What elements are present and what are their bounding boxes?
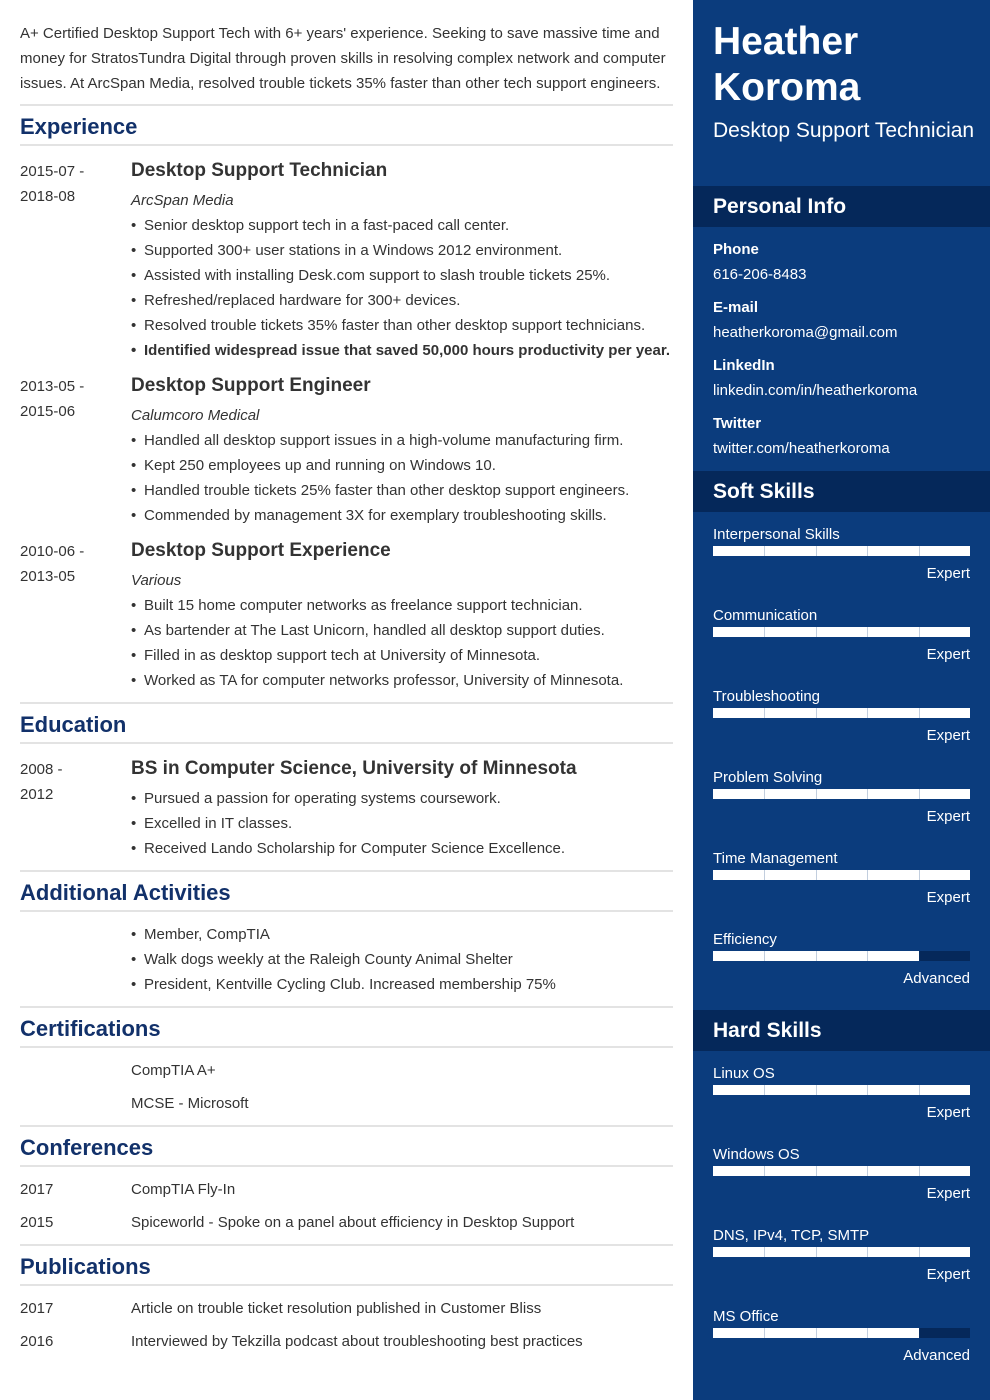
date-end: 2015-06 — [20, 403, 76, 420]
bar-segment-divider — [919, 789, 920, 799]
job-title: Desktop Support Engineer — [131, 375, 371, 396]
linkedin-label: LinkedIn — [713, 357, 775, 374]
bar-segment-divider — [919, 627, 920, 637]
linkedin-value: linkedin.com/in/heatherkoroma — [713, 382, 918, 399]
email-label: E-mail — [713, 299, 759, 316]
list-item: • Senior desktop support tech in a fast-paced call center. — [131, 213, 670, 238]
bar-segment-divider — [867, 951, 868, 961]
heading-text: Soft Skills — [713, 480, 815, 503]
skill-item — [713, 849, 970, 924]
skill-level-label: Advanced — [903, 1347, 970, 1364]
divider — [20, 910, 673, 912]
publication-item: Article on trouble ticket resolution published in Customer Bliss — [131, 1300, 542, 1317]
list-item: • Filled in as desktop support tech at University of Minnesota. — [131, 643, 623, 668]
bullet-list — [131, 786, 565, 861]
bar-segment-divider — [764, 708, 765, 718]
list-item: • Resolved trouble tickets 35% faster than other desktop support technicians. — [131, 313, 670, 338]
twitter-label: Twitter — [713, 415, 762, 432]
bullet-list — [131, 922, 556, 997]
divider — [20, 1125, 673, 1127]
job-title: Desktop Support Experience — [131, 540, 391, 561]
candidate-name — [713, 19, 983, 111]
section-title-activities: Additional Activities — [20, 880, 231, 905]
email-value: heatherkoroma@gmail.com — [713, 324, 898, 341]
divider — [20, 1006, 673, 1008]
skill-level-label: Expert — [926, 565, 970, 582]
date-start: 2010-06 - — [20, 543, 85, 560]
skill-level-fill — [713, 1166, 970, 1176]
skill-name: Windows OS — [713, 1146, 800, 1163]
divider — [20, 104, 673, 106]
bar-segment-divider — [867, 1085, 868, 1095]
skill-item — [713, 606, 970, 681]
date-start: 2013-05 - — [20, 378, 85, 395]
first-name: Heather — [713, 20, 859, 63]
skill-level-label: Expert — [926, 808, 970, 825]
skill-name: Time Management — [713, 850, 838, 867]
divider — [20, 742, 673, 744]
bar-segment-divider — [764, 951, 765, 961]
skill-name: Problem Solving — [713, 769, 823, 786]
divider — [20, 870, 673, 872]
skill-item — [713, 525, 970, 600]
list-item: • Excelled in IT classes. — [131, 811, 565, 836]
bar-segment-divider — [867, 1247, 868, 1257]
conference-year: 2015 — [20, 1214, 54, 1231]
sidebar — [693, 0, 990, 1400]
degree-title: BS in Computer Science, University of Minnesota — [131, 758, 577, 779]
skill-level-fill — [713, 627, 970, 637]
list-item: • Identified widespread issue that saved 50,000 hours productivity per year. — [131, 338, 670, 363]
list-item: • As bartender at The Last Unicorn, handled all desktop support duties. — [131, 618, 623, 643]
skill-level-fill — [713, 1247, 970, 1257]
skill-item — [713, 1145, 970, 1220]
divider — [20, 702, 673, 704]
last-name: Koroma — [713, 66, 861, 109]
bar-segment-divider — [816, 708, 817, 718]
skill-level-fill — [713, 870, 970, 880]
divider — [20, 1244, 673, 1246]
skill-level-label: Advanced — [903, 970, 970, 987]
publication-item: Interviewed by Tekzilla podcast about troubleshooting best practices — [131, 1333, 583, 1350]
bar-segment-divider — [867, 546, 868, 556]
skill-level-bar — [713, 951, 970, 961]
bar-segment-divider — [867, 1166, 868, 1176]
list-item: • Walk dogs weekly at the Raleigh County Animal Shelter — [131, 947, 556, 972]
bar-segment-divider — [816, 789, 817, 799]
bar-segment-divider — [867, 627, 868, 637]
publication-year: 2017 — [20, 1300, 54, 1317]
skill-name: DNS, IPv4, TCP, SMTP — [713, 1227, 870, 1244]
skill-level-label: Expert — [926, 646, 970, 663]
skill-item — [713, 930, 970, 1005]
bar-segment-divider — [919, 1328, 920, 1338]
skill-name: Interpersonal Skills — [713, 526, 840, 543]
list-item: • Built 15 home computer networks as freelance support technician. — [131, 593, 623, 618]
bar-segment-divider — [764, 1166, 765, 1176]
list-item: • Handled all desktop support issues in a high-volume manufacturing firm. — [131, 428, 629, 453]
skill-level-fill — [713, 1085, 970, 1095]
profile-summary: A+ Certified Desktop Support Tech with 6+ years' experience. Seeking to save massive time and money for StratosTundra Digital through proven skills in resolving complex network and computer issues. At ArcSpan Media, resolved trouble tickets 35% faster than other tech support engineers. — [20, 25, 666, 92]
sidebar-heading-personal-info — [693, 186, 990, 227]
list-item: • Assisted with installing Desk.com support to slash trouble tickets 25%. — [131, 263, 670, 288]
list-item: • Supported 300+ user stations in a Windows 2012 environment. — [131, 238, 670, 263]
skill-level-fill — [713, 789, 970, 799]
bar-segment-divider — [816, 951, 817, 961]
bar-segment-divider — [764, 627, 765, 637]
list-item: • Refreshed/replaced hardware for 300+ devices. — [131, 288, 670, 313]
bar-segment-divider — [816, 1328, 817, 1338]
list-item: • Pursued a passion for operating systems coursework. — [131, 786, 565, 811]
job-title: Desktop Support Technician — [131, 160, 388, 181]
skill-level-bar — [713, 789, 970, 799]
list-item: • Member, CompTIA — [131, 922, 556, 947]
bar-segment-divider — [764, 1247, 765, 1257]
skill-level-label: Expert — [926, 727, 970, 744]
bullet-list — [131, 593, 623, 693]
date-end: 2012 — [20, 786, 54, 803]
skill-item — [713, 1307, 970, 1382]
skill-level-bar — [713, 708, 970, 718]
list-item: • Received Lando Scholarship for Computer Science Excellence. — [131, 836, 565, 861]
skill-item — [713, 1064, 970, 1139]
heading-text: Hard Skills — [713, 1019, 822, 1042]
certification-item: CompTIA A+ — [131, 1062, 216, 1079]
bar-segment-divider — [764, 546, 765, 556]
bullet-list — [131, 213, 670, 363]
conference-item: Spiceworld - Spoke on a panel about efficiency in Desktop Support — [131, 1214, 575, 1231]
bar-segment-divider — [816, 1085, 817, 1095]
heading-text: Personal Info — [713, 195, 847, 218]
list-item: • Handled trouble tickets 25% faster than other desktop support engineers. — [131, 478, 629, 503]
skill-level-bar — [713, 1085, 970, 1095]
bar-segment-divider — [867, 789, 868, 799]
phone-value: 616-206-8483 — [713, 266, 807, 283]
skill-item — [713, 1226, 970, 1301]
conference-year: 2017 — [20, 1181, 54, 1198]
job-role: Desktop Support Technician — [713, 119, 975, 142]
bar-segment-divider — [816, 1247, 817, 1257]
bar-segment-divider — [919, 708, 920, 718]
main-column — [20, 0, 673, 1400]
date-end: 2018-08 — [20, 188, 76, 205]
skill-level-fill — [713, 708, 970, 718]
bar-segment-divider — [919, 1085, 920, 1095]
skill-name: MS Office — [713, 1308, 779, 1325]
bar-segment-divider — [816, 546, 817, 556]
skill-level-fill — [713, 546, 970, 556]
company-name: Calumcoro Medical — [131, 407, 260, 424]
skill-level-label: Expert — [926, 889, 970, 906]
skill-level-bar — [713, 1247, 970, 1257]
skill-level-bar — [713, 870, 970, 880]
bar-segment-divider — [867, 708, 868, 718]
divider — [20, 1284, 673, 1286]
skill-level-label: Expert — [926, 1266, 970, 1283]
conference-item: CompTIA Fly-In — [131, 1181, 236, 1198]
phone-label: Phone — [713, 241, 759, 258]
bar-segment-divider — [816, 627, 817, 637]
skill-level-bar — [713, 1328, 970, 1338]
date-start: 2008 - — [20, 761, 63, 778]
skill-name: Linux OS — [713, 1065, 775, 1082]
date-end: 2013-05 — [20, 568, 76, 585]
bar-segment-divider — [919, 1247, 920, 1257]
publication-year: 2016 — [20, 1333, 54, 1350]
date-start: 2015-07 - — [20, 163, 85, 180]
list-item: • President, Kentville Cycling Club. Increased membership 75% — [131, 972, 556, 997]
list-item: • Commended by management 3X for exemplary troubleshooting skills. — [131, 503, 629, 528]
sidebar-heading-soft-skills — [693, 471, 990, 512]
divider — [20, 144, 673, 146]
section-title-certifications: Certifications — [20, 1016, 161, 1041]
skill-level-label: Expert — [926, 1185, 970, 1202]
bar-segment-divider — [764, 870, 765, 880]
list-item: • Kept 250 employees up and running on Windows 10. — [131, 453, 629, 478]
bar-segment-divider — [867, 870, 868, 880]
divider — [20, 1165, 673, 1167]
bar-segment-divider — [919, 951, 920, 961]
certification-item: MCSE - Microsoft — [131, 1095, 249, 1112]
section-title-publications: Publications — [20, 1254, 151, 1279]
bar-segment-divider — [919, 546, 920, 556]
company-name: Various — [131, 572, 182, 589]
company-name: ArcSpan Media — [131, 192, 234, 209]
skill-item — [713, 768, 970, 843]
bar-segment-divider — [816, 1166, 817, 1176]
bar-segment-divider — [816, 870, 817, 880]
section-title-conferences: Conferences — [20, 1135, 154, 1160]
skill-name: Efficiency — [713, 931, 777, 948]
bar-segment-divider — [919, 870, 920, 880]
list-item: • Worked as TA for computer networks professor, University of Minnesota. — [131, 668, 623, 693]
bullet-list — [131, 428, 629, 528]
bar-segment-divider — [764, 1085, 765, 1095]
bar-segment-divider — [919, 1166, 920, 1176]
skill-item — [713, 687, 970, 762]
section-title-experience: Experience — [20, 114, 138, 139]
skill-level-bar — [713, 546, 970, 556]
skill-level-label: Expert — [926, 1104, 970, 1121]
skill-name: Communication — [713, 607, 818, 624]
bar-segment-divider — [764, 789, 765, 799]
sidebar-heading-hard-skills — [693, 1010, 990, 1051]
twitter-value: twitter.com/heatherkoroma — [713, 440, 890, 457]
section-title-education: Education — [20, 712, 127, 737]
divider — [20, 1046, 673, 1048]
skill-level-bar — [713, 627, 970, 637]
bar-segment-divider — [867, 1328, 868, 1338]
skill-name: Troubleshooting — [713, 688, 821, 705]
skill-level-bar — [713, 1166, 970, 1176]
bar-segment-divider — [764, 1328, 765, 1338]
